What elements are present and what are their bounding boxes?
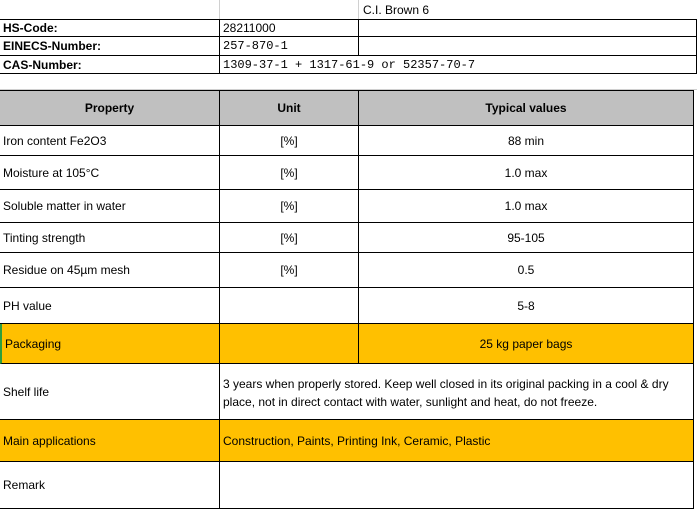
column-header-unit: Unit bbox=[220, 90, 359, 126]
product-title: C.I. Brown 6 bbox=[363, 2, 430, 17]
cas-value: 1309-37-1 + 1317-61-9 or 52357-70-7 bbox=[220, 56, 697, 74]
packaging-label: Packaging bbox=[0, 324, 220, 364]
remark-label: Remark bbox=[0, 462, 220, 509]
row-property: Residue on 45µm mesh bbox=[0, 253, 220, 288]
row-unit: [%] bbox=[220, 223, 359, 253]
row-property: Iron content Fe2O3 bbox=[0, 126, 220, 156]
row-property: Tinting strength bbox=[0, 223, 220, 253]
row-value: 88 min bbox=[359, 126, 694, 156]
hs-code-empty bbox=[359, 19, 697, 37]
row-value: 1.0 max bbox=[359, 156, 694, 190]
row-value: 5-8 bbox=[359, 288, 694, 324]
row-property: Soluble matter in water bbox=[0, 190, 220, 223]
shelf-life-value: 3 years when properly stored. Keep well closed in its original packing in a cool & dry place, not in direct contact with water, sunlight and heat, do not freeze. bbox=[220, 364, 694, 420]
column-header-property: Property bbox=[0, 90, 220, 126]
remark-value bbox=[220, 462, 694, 509]
row-unit: [%] bbox=[220, 253, 359, 288]
row-property: Moisture at 105°C bbox=[0, 156, 220, 190]
column-header-typical-values: Typical values bbox=[359, 90, 694, 126]
row-unit: [%] bbox=[220, 156, 359, 190]
row-unit: [%] bbox=[220, 126, 359, 156]
packaging-unit bbox=[220, 324, 359, 364]
main-applications-value: Construction, Paints, Printing Ink, Ceramic, Plastic bbox=[220, 420, 694, 462]
einecs-value: 257-870-1 bbox=[220, 37, 359, 56]
row-property: PH value bbox=[0, 288, 220, 324]
hs-code-label: HS-Code: bbox=[0, 19, 220, 37]
cas-label: CAS-Number: bbox=[0, 56, 220, 74]
row-value: 1.0 max bbox=[359, 190, 694, 223]
title-spacer-2 bbox=[220, 0, 359, 19]
spacer-row bbox=[0, 74, 697, 90]
row-value: 0.5 bbox=[359, 253, 694, 288]
row-unit: [%] bbox=[220, 190, 359, 223]
main-applications-label: Main applications bbox=[0, 420, 220, 462]
row-unit bbox=[220, 288, 359, 324]
title-spacer bbox=[0, 0, 220, 19]
einecs-empty bbox=[359, 37, 697, 56]
shelf-life-label: Shelf life bbox=[0, 364, 220, 420]
hs-code-value: 28211000 bbox=[220, 19, 359, 37]
packaging-value: 25 kg paper bags bbox=[359, 324, 694, 364]
row-value: 95-105 bbox=[359, 223, 694, 253]
einecs-label: EINECS-Number: bbox=[0, 37, 220, 56]
